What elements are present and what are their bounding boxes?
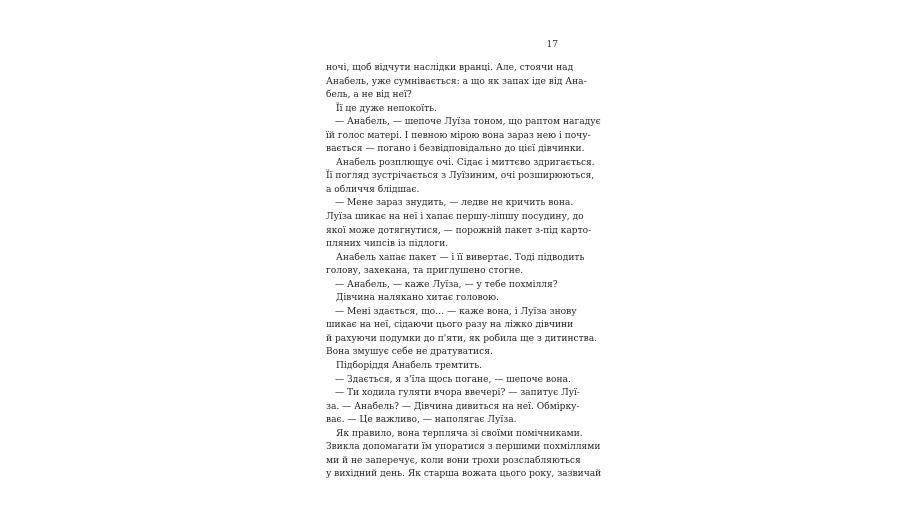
text-line: Її це дуже непокоїть. xyxy=(336,103,438,114)
text-line: — Ти ходила гуляти вчора ввечері? — запитує Луї- xyxy=(335,388,580,399)
text-line: — Анабель, — каже Луїза, — у тебе похмілля? xyxy=(335,279,558,290)
text-line: у вихідний день. Як старша вожата цього року, зазвичай xyxy=(326,469,602,480)
text-line: Анабель хапає пакет — і її вивертає. Тоді підводить xyxy=(336,252,585,263)
text-line: Звикла допомагати їм упоратися з першими похміллями xyxy=(326,442,601,453)
text-line: Як правило, вона терпляча зі своїми помічниками. xyxy=(336,428,583,439)
text-line: й рахуючи подумки до п'яти, як робила ще з дитинства. xyxy=(326,333,598,344)
text-line: — Мене зараз знудить, — ледве не кричить вона. xyxy=(335,198,574,209)
text-line: бель, а не від неї? xyxy=(326,90,412,101)
body-text xyxy=(326,62,602,482)
text-line: їй голос матері. І певною мірою вона зараз нею і почу- xyxy=(326,130,591,141)
text-line: Анабель, уже сумнівається: а що як запах іде від Ана- xyxy=(326,76,587,87)
text-line: Вона змушує себе не дратуватися. xyxy=(326,347,493,358)
text-line: Анабель розплющує очі. Сідає і миттєво здригається. xyxy=(336,157,595,168)
text-line: — Мені здається, що… — каже вона, і Луїза знову xyxy=(335,306,577,317)
text-line: вається — погано і безвідповідально до цієї дівчинки. xyxy=(326,144,585,155)
text-line: голову, захекана, та приглушено стогне. xyxy=(326,266,524,277)
text-line: — Здається, я з'їла щось погане, — шепоче вона. xyxy=(335,374,571,385)
text-line: Дівчина налякано хитає головою. xyxy=(336,293,499,304)
text-line: якої може дотягнутися, — порожній пакет з-під карто- xyxy=(326,225,592,236)
text-line: Її погляд зустрічається з Луїзиним, очі розширюються, xyxy=(326,171,595,182)
text-line: за. — Анабель? — Дівчина дивиться на неї. Обмірку- xyxy=(326,401,580,412)
text-line: ми й не заперечує, коли вони трохи розслабляються xyxy=(326,455,581,466)
page-number: 17 xyxy=(546,40,558,50)
text-line: Луїза шикає на неї і хапає першу-ліпшу посудину, до xyxy=(326,212,584,223)
text-line: ває. — Це важливо, — наполягає Луїза. xyxy=(326,415,517,426)
text-line: Підборіддя Анабель тремтить. xyxy=(336,361,483,372)
text-line: ночі, щоб відчути наслідки вранці. Але, стоячи над xyxy=(326,63,574,73)
text-line: шикає на неї, сідаючи цього разу на ліжко дівчини xyxy=(326,320,574,331)
text-line: пляних чипсів із підлоги. xyxy=(326,239,449,250)
text-line: а обличчя блідшає. xyxy=(326,184,420,195)
text-line: — Анабель, — шепоче Луїза тоном, що раптом нагадує xyxy=(335,117,601,128)
